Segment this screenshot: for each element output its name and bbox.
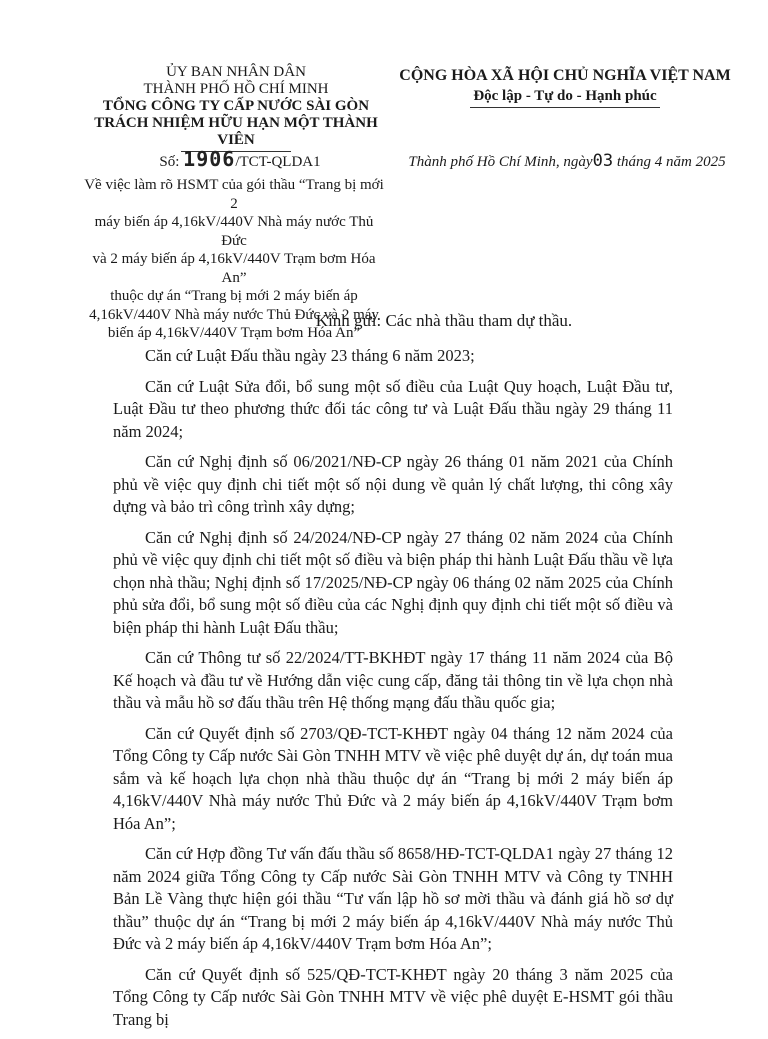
issuer-line-4: TRÁCH NHIỆM HỮU HẠN MỘT THÀNH VIÊN xyxy=(94,115,378,148)
issuer-line-2: THÀNH PHỐ HỒ CHÍ MINH xyxy=(143,81,329,97)
body-paragraph: Căn cứ Nghị định số 24/2024/NĐ-CP ngày 27 tháng 02 năm 2024 của Chính phủ về việc quy định chi tiết một số điều và biện pháp thi hành Luật Đấu thầu về lựa chọn nhà thầu; Nghị định số 17/2025/NĐ-CP ngày 06 tháng 02 năm 2025 của Chính phủ sửa đổi, bổ sung một số điều của các Nghị định quy định chi tiết một số điều và biện pháp thi hành Luật Đấu thầu; xyxy=(113,527,673,637)
subject-line: và 2 máy biến áp 4,16kV/440V Trạm bơm Hóa An” xyxy=(92,251,376,286)
body-paragraph: Căn cứ Hợp đồng Tư vấn đấu thầu số 8658/HĐ-TCT-QLDA1 ngày 27 tháng 12 năm 2024 giữa Tổng Công ty Cấp nước Sài Gòn TNHH MTV và Công ty TNHH Bản Lề Vàng thực hiện gói thầu “Tư vấn lập hồ sơ mời thầu và đánh giá hồ sơ dự thầu” thuộc dự án “Trang bị mới 2 máy biến áp 4,16kV/440V Nhà máy nước Thủ Đức và 2 máy biến áp 4,16kV/440V Trạm bơm Hóa An”; xyxy=(113,844,673,953)
doc-number-value: 1906 xyxy=(183,147,236,171)
body-paragraph: Căn cứ Nghị định số 06/2021/NĐ-CP ngày 26 tháng 01 năm 2021 của Chính phủ về việc quy định chi tiết một số nội dung về quản lý chất lượng, thi công xây dựng và bảo trì công trình xây dựng; xyxy=(113,452,673,516)
subject-line: Về việc làm rõ HSMT của gói thầu “Trang bị mới 2 xyxy=(84,177,384,212)
issuer-header xyxy=(82,64,390,152)
motto-underline xyxy=(470,107,660,108)
body-paragraph: Căn cứ Luật Đấu thầu ngày 23 tháng 6 năm 2023; xyxy=(145,346,475,365)
national-motto: Độc lập - Tự do - Hạnh phúc xyxy=(473,88,657,104)
place-and-date xyxy=(386,150,748,173)
place-date-prefix: Thành phố Hồ Chí Minh, ngày xyxy=(408,154,593,170)
nation-title: CỘNG HÒA XÃ HỘI CHỦ NGHĨA VIỆT NAM xyxy=(399,67,731,84)
body-paragraph: Căn cứ Quyết định số 2703/QĐ-TCT-KHĐT ngày 04 tháng 12 năm 2024 của Tổng Công ty Cấp nước Sài Gòn TNHH MTV về việc phê duyệt dự án, dự toán mua sắm và kế hoạch lựa chọn nhà thầu thuộc dự án “Trang bị mới 2 máy biến áp 4,16kV/440V Nhà máy nước Thủ Đức và 2 máy biến áp 4,16kV/440V Trạm bơm Hóa An”; xyxy=(113,723,673,833)
doc-number-prefix: Số: xyxy=(159,154,180,170)
national-header xyxy=(385,66,745,108)
place-date-suffix: tháng 4 năm 2025 xyxy=(616,154,726,170)
document-number xyxy=(120,148,360,173)
body-paragraph: Căn cứ Quyết định số 525/QĐ-TCT-KHĐT ngày 20 tháng 3 năm 2025 của Tổng Công ty Cấp nước Sài Gòn TNHH MTV về việc phê duyệt E-HSMT gói thầu Trang bị xyxy=(113,964,673,1029)
issuer-line-1: ỦY BAN NHÂN DÂN xyxy=(166,64,306,80)
handwritten-day: 03 xyxy=(592,151,614,171)
recipient-text: Kính gửi: Các nhà thầu tham dự thầu. xyxy=(315,311,573,330)
subject-line: biến áp 4,16kV/440V Trạm bơm Hóa An” xyxy=(107,325,361,341)
issuer-line-3: TỔNG CÔNG TY CẤP NƯỚC SÀI GÒN xyxy=(102,98,370,114)
subject-line: thuộc dự án “Trang bị mới 2 máy biến áp xyxy=(110,288,358,304)
subject-line: máy biến áp 4,16kV/440V Nhà máy nước Thủ Đức xyxy=(94,214,374,249)
recipient-line xyxy=(0,310,768,332)
doc-number-suffix: /TCT-QLDA1 xyxy=(235,154,321,170)
document-body xyxy=(113,345,673,1039)
body-paragraph: Căn cứ Thông tư số 22/2024/TT-BKHĐT ngày 17 tháng 11 năm 2024 của Bộ Kế hoạch và đầu tư về Hướng dẫn việc cung cấp, đăng tải thông tin về lựa chọn nhà thầu và mẫu hồ sơ đấu thầu trên Hệ thống mạng đấu thầu quốc gia; xyxy=(113,648,673,712)
subject-line: 4,16kV/440V Nhà máy nước Thủ Đức và 2 máy xyxy=(89,306,379,323)
body-paragraph: Căn cứ Luật Sửa đổi, bổ sung một số điều của Luật Quy hoạch, Luật Đầu tư, Luật Đầu tư theo phương thức đối tác công tư và Luật Đấu thầu ngày 29 tháng 11 năm 2024; xyxy=(113,376,673,441)
